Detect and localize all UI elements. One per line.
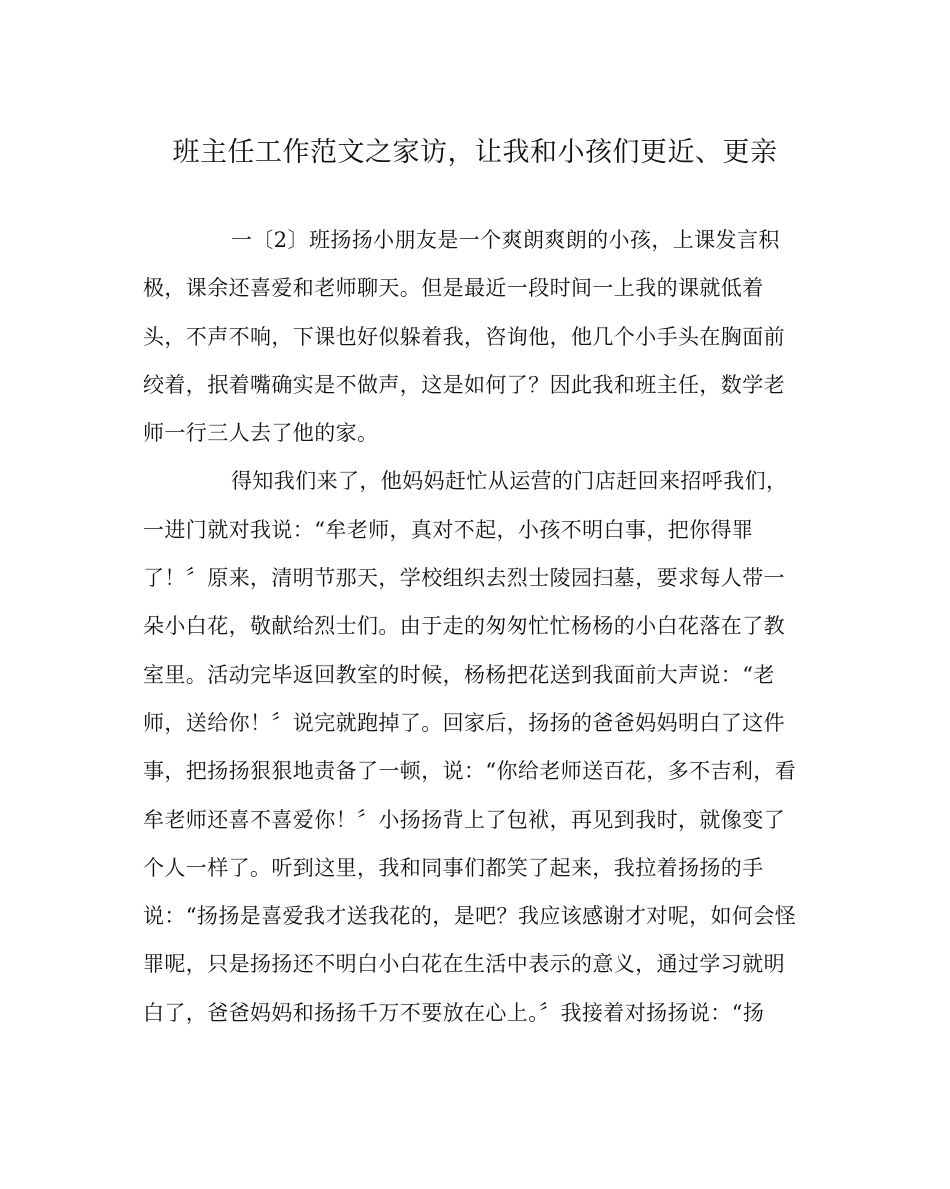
paragraph-line: 朵小白花，敬献给烈士们。由于走的匆匆忙忙杨杨的小白花落在了教 — [143, 614, 785, 639]
document-title: 班主任工作范文之家访，让我和小孩们更近、更亲 — [172, 137, 778, 168]
paragraph-2 — [143, 457, 807, 1037]
paragraph-line: 个人一样了。听到这里，我和同事们都笑了起来，我拉着扬扬的手 — [143, 855, 764, 880]
paragraph-line: 罪呢，只是扬扬还不明白小白花在生活中表示的意义，通过学习就明 — [143, 952, 785, 977]
paragraph-line: 室里。活动完毕返回教室的时候，杨杨把花送到我面前大声说：“老 — [143, 662, 775, 687]
paragraph-line: 事，把扬扬狠狠地责备了一顿，说：“你给老师送百花，多不吉利，看 — [143, 759, 797, 784]
document-body — [143, 216, 807, 1037]
paragraph-1 — [143, 216, 807, 457]
paragraph-line: 一进门就对我说：“牟老师，真对不起，小孩不明白事，把你得罪 — [143, 517, 754, 542]
paragraph-line: 白了，爸爸妈妈和扬扬千万不要放在心上。〞我接着对扬扬说：“扬 — [143, 1000, 765, 1025]
paragraph-line: 说：“扬扬是喜爱我才送我花的，是吧？我应该感谢才对呢，如何会怪 — [143, 904, 797, 929]
paragraph-line: 师，送给你！〞说完就跑掉了。回家后，扬扬的爸爸妈妈明白了这件 — [143, 710, 785, 735]
paragraph-line: 一〔2〕班扬扬小朋友是一个爽朗爽朗的小孩，上课发言积 — [231, 228, 780, 252]
paragraph-line: 得知我们来了，他妈妈赶忙从运营的门店赶回来招呼我们， — [231, 469, 788, 494]
paragraph-line: 牟老师还喜不喜爱你！〞小扬扬背上了包袱，再见到我时，就像变了 — [143, 807, 785, 832]
paragraph-line: 头，不声不响，下课也好似躲着我，咨询他，他几个小手头在胸面前 — [143, 324, 785, 349]
paragraph-line: 极，课余还喜爱和老师聊天。但是最近一段时间一上我的课就低着 — [143, 276, 764, 301]
paragraph-line: 了！〞原来，清明节那天，学校组织去烈士陵园扫墓，要求每人带一 — [143, 566, 785, 591]
paragraph-line: 师一行三人去了他的家。 — [143, 421, 379, 446]
paragraph-line: 绞着，抿着嘴确实是不做声，这是如何了？因此我和班主任，数学老 — [143, 372, 785, 397]
